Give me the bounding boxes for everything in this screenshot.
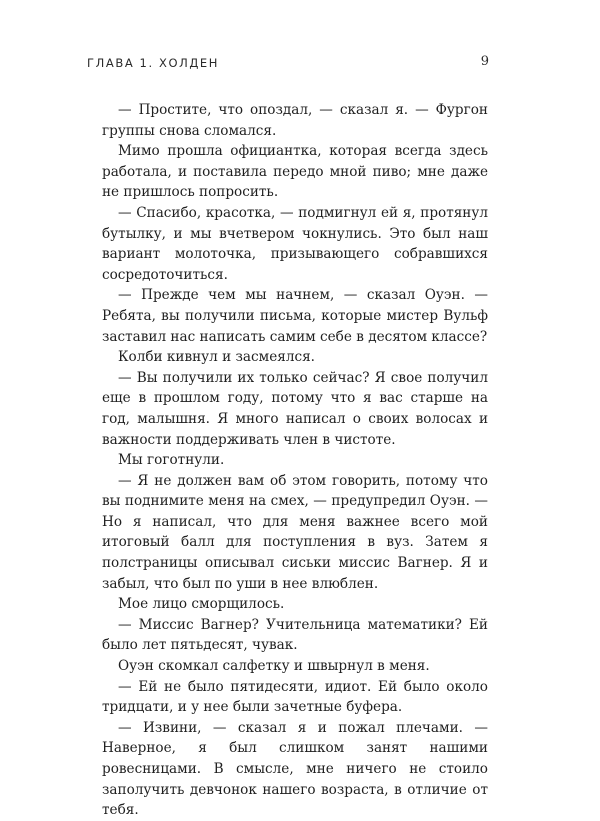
body-text — [102, 100, 488, 821]
running-head: ГЛАВА 1. ХОЛДЕН — [87, 56, 220, 70]
paragraph: Колби кивнул и засмеялся. — [118, 349, 315, 366]
paragraph: Мое лицо сморщилось. — [118, 596, 285, 613]
paragraph: Мимо прошла официантка, которая всегда здесь работала, и поставила передо мной пиво; мне даже не пришлось попросить. — [102, 143, 488, 201]
paragraph: Оуэн скомкал салфетку и швырнул в меня. — [118, 658, 430, 675]
paragraph: — Миссис Вагнер? Учительница математики? Ей было лет пятьдесят, чувак. — [102, 616, 488, 654]
paragraph: — Вы получили их только сейчас? Я свое получил еще в прошлом году, потому что я вас старше на год, малышня. Я много написал о своих волосах и важности поддерживать член в чистоте. — [102, 369, 488, 448]
paragraph: — Прежде чем мы начнем, — сказал Оуэн. — Ребята, вы получили письма, которые мистер Вульф заставил нас написать самим себе в десятом классе? — [102, 287, 488, 345]
page-number: 9 — [480, 54, 489, 69]
paragraph: — Извини, — сказал я и пожал плечами. — Наверное, я был слишком занят нашими ровесницами. В смысле, мне ничего не стоило заполучить девчонок нашего возраста, в отличие от тебя. — [102, 719, 488, 819]
paragraph: — Ей не было пятидесяти, идиот. Ей было около тридцати, и у нее были зачетные буфера. — [102, 678, 488, 716]
paragraph: — Простите, что опоздал, — сказал я. — Фургон группы снова сломался. — [102, 102, 488, 139]
paragraph: — Я не должен вам об этом говорить, потому что вы поднимите меня на смех, — предупредил Оуэн. — Но я написал, что для меня важнее всего мой итоговый балл для поступления в вуз. Затем я полстраницы описывал сиськи миссис Вагнер. Я и забыл, что был по уши в нее влюблен. — [102, 472, 488, 592]
paragraph: — Спасибо, красотка, — подмигнул ей я, протянул бутылку, и мы вчетвером чокнулись. Это был наш вариант молоточка, призывающего собравшихся сосредоточиться. — [102, 204, 488, 283]
paragraph: Мы гоготнули. — [118, 452, 225, 469]
